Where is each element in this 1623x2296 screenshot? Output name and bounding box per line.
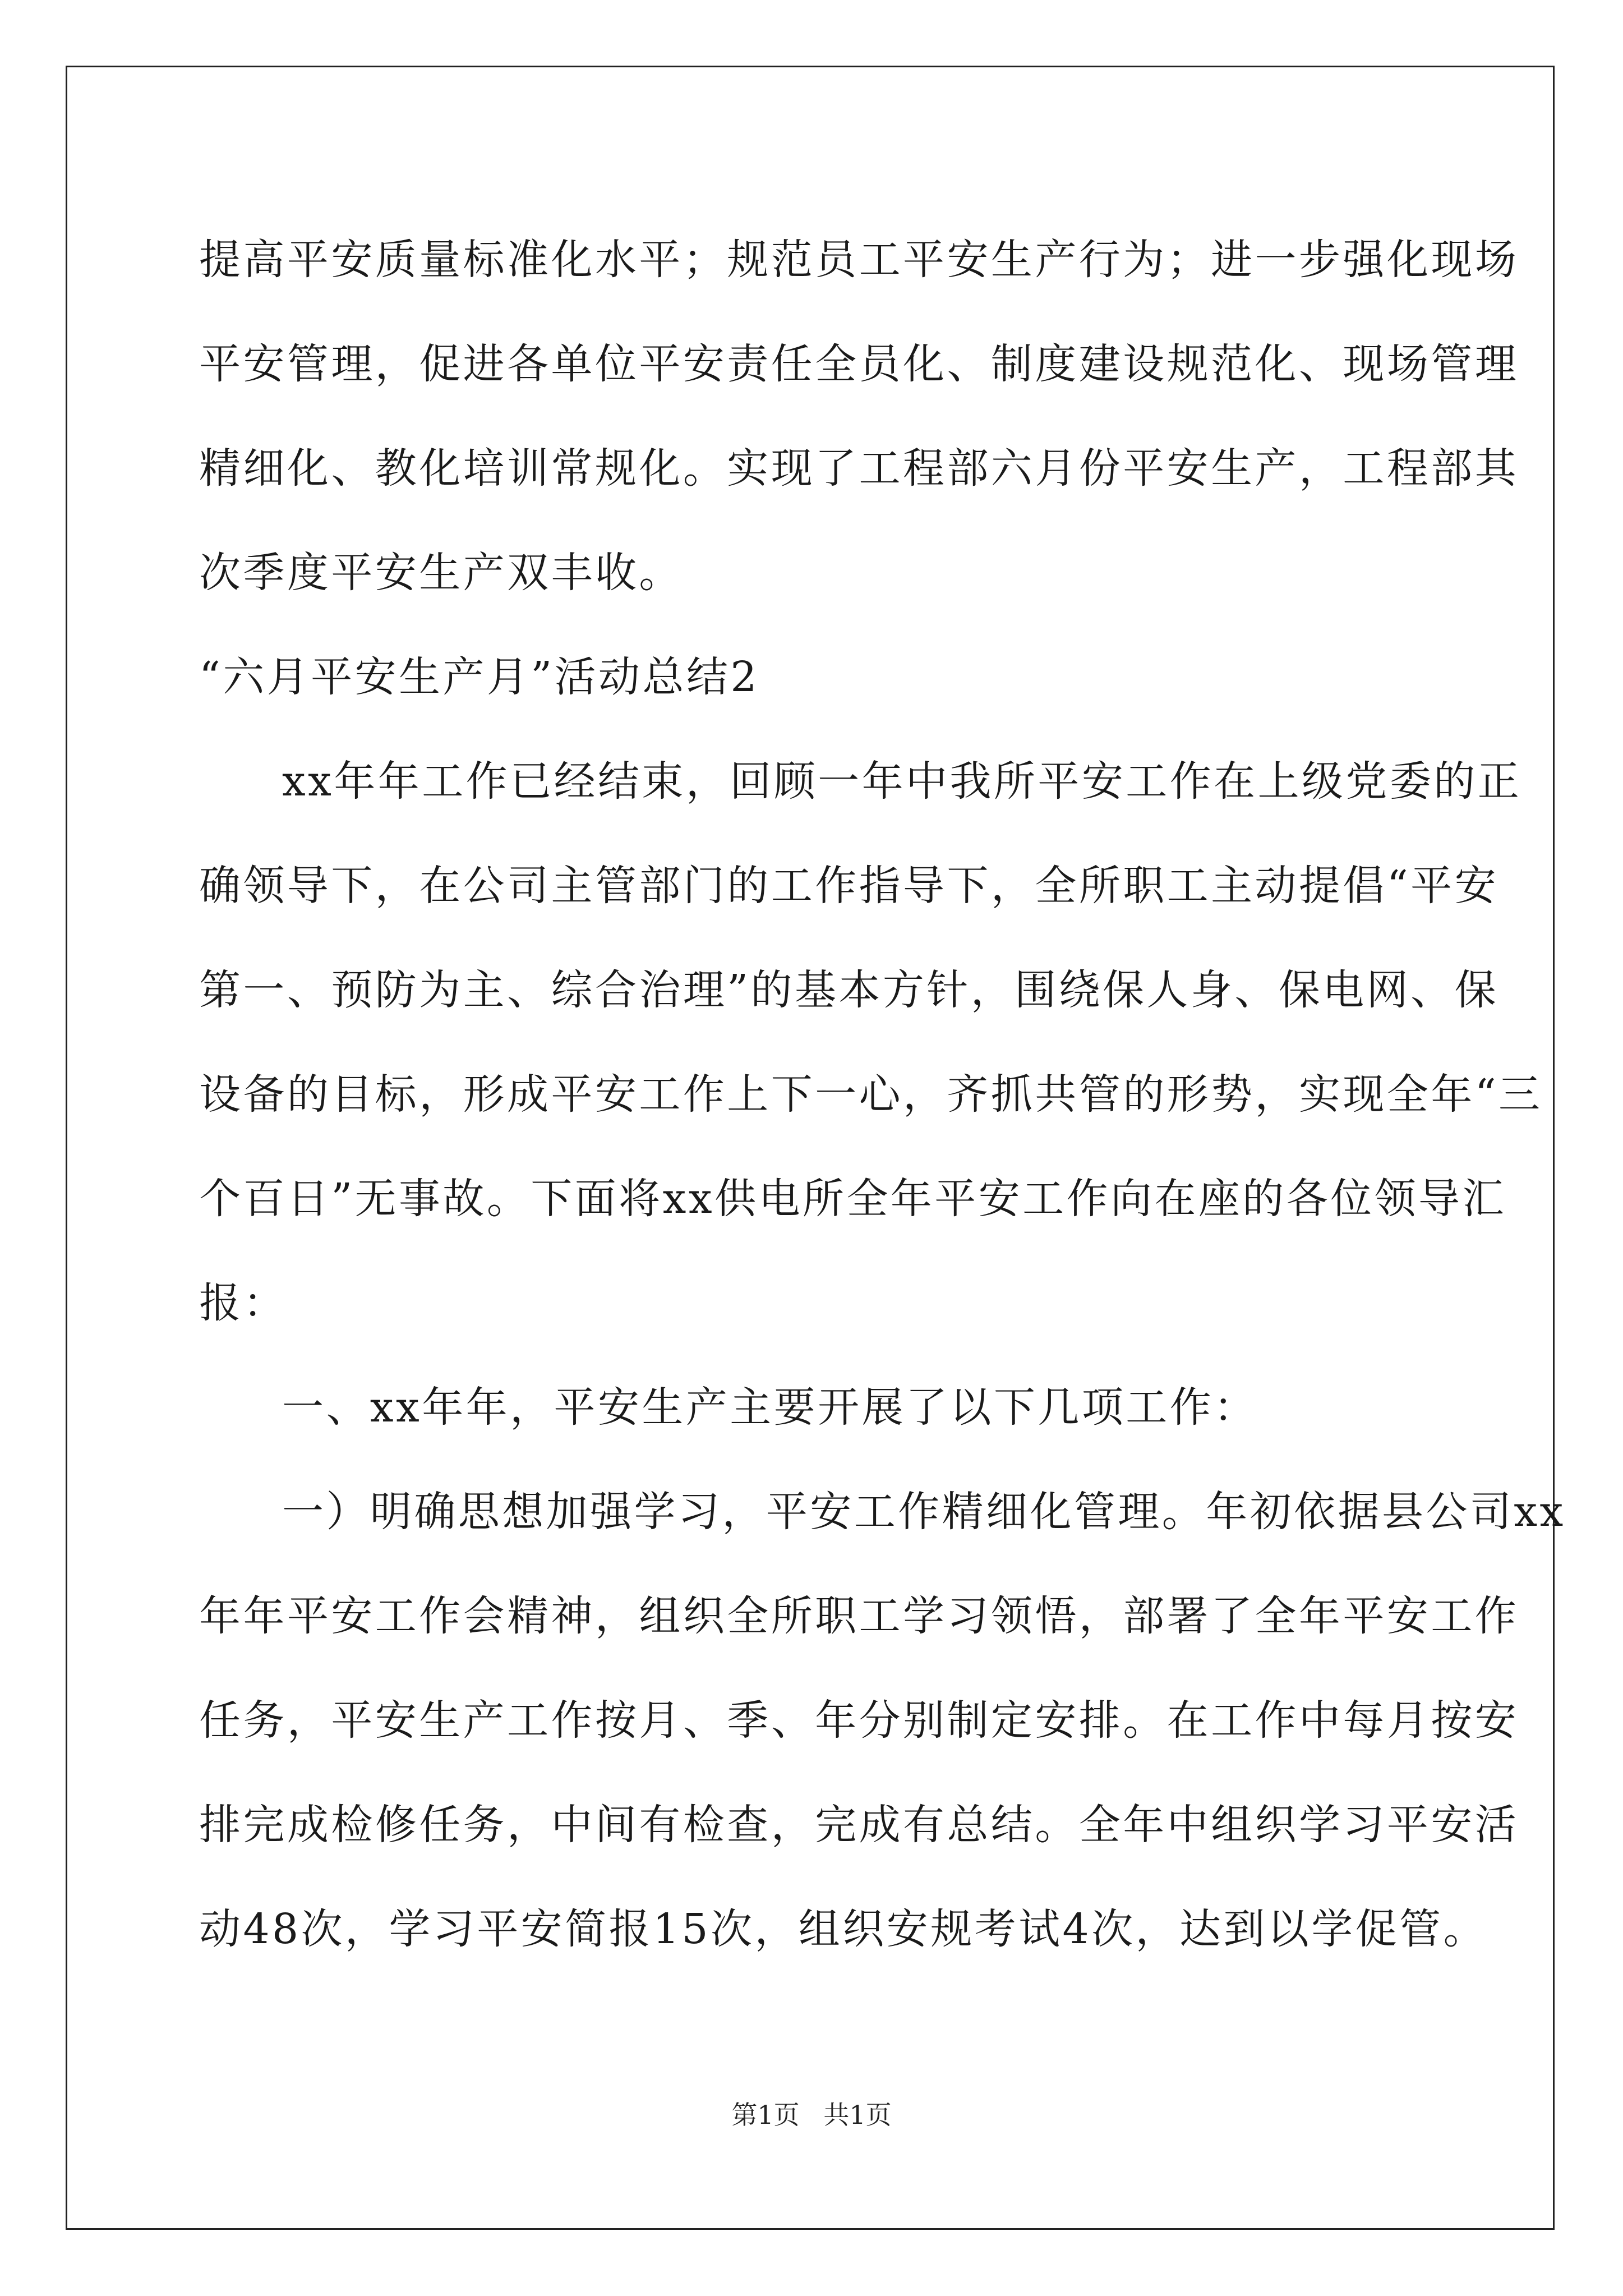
text-line: 第一、预防为主、综合治理”的基本方针，围绕保人身、保电网、保 <box>199 966 1499 1014</box>
text-line: 精细化、教化培训常规化。实现了工程部六月份平安生产，工程部其 <box>199 444 1519 493</box>
section-heading: “六月平安生产月”活动总结2 <box>199 653 759 701</box>
page-total: 共1页 <box>823 2100 892 2130</box>
text-line: 年年平安工作会精神，组织全所职工学习领悟，部署了全年平安工作 <box>199 1592 1519 1640</box>
text-line: 一）明确思想加强学习，平安工作精细化管理。年初依据县公司xx <box>282 1488 1566 1536</box>
text-line: xx年年工作已经结束，回顾一年中我所平安工作在上级党委的正 <box>282 757 1522 806</box>
text-line: 报： <box>199 1279 287 1327</box>
document-body <box>199 208 1566 1981</box>
text-line: 个百日”无事故。下面将xx供电所全年平安工作向在座的各位领导汇 <box>199 1175 1506 1223</box>
text-line: 排完成检修任务，中间有检查，完成有总结。全年中组织学习平安活 <box>199 1801 1519 1849</box>
page-number: 第1页 <box>731 2100 800 2130</box>
text-line: 设备的目标，形成平安工作上下一心，齐抓共管的形势，实现全年“三 <box>199 1070 1543 1119</box>
text-line: 次季度平安生产双丰收。 <box>199 549 683 597</box>
page-footer <box>0 2098 1623 2132</box>
text-line: 提高平安质量标准化水平；规范员工平安生产行为；进一步强化现场 <box>199 236 1519 284</box>
text-line: 确领导下，在公司主管部门的工作指导下，全所职工主动提倡“平安 <box>199 862 1499 910</box>
text-line: 平安管理，促进各单位平安责任全员化、制度建设规范化、现场管理 <box>199 340 1519 388</box>
text-line: 动48次，学习平安简报15次，组织安规考试4次，达到以学促管。 <box>199 1905 1488 1953</box>
text-line: 任务，平安生产工作按月、季、年分别制定安排。在工作中每月按安 <box>199 1696 1519 1745</box>
text-line: 一、xx年年，平安生产主要开展了以下几项工作： <box>282 1383 1258 1432</box>
